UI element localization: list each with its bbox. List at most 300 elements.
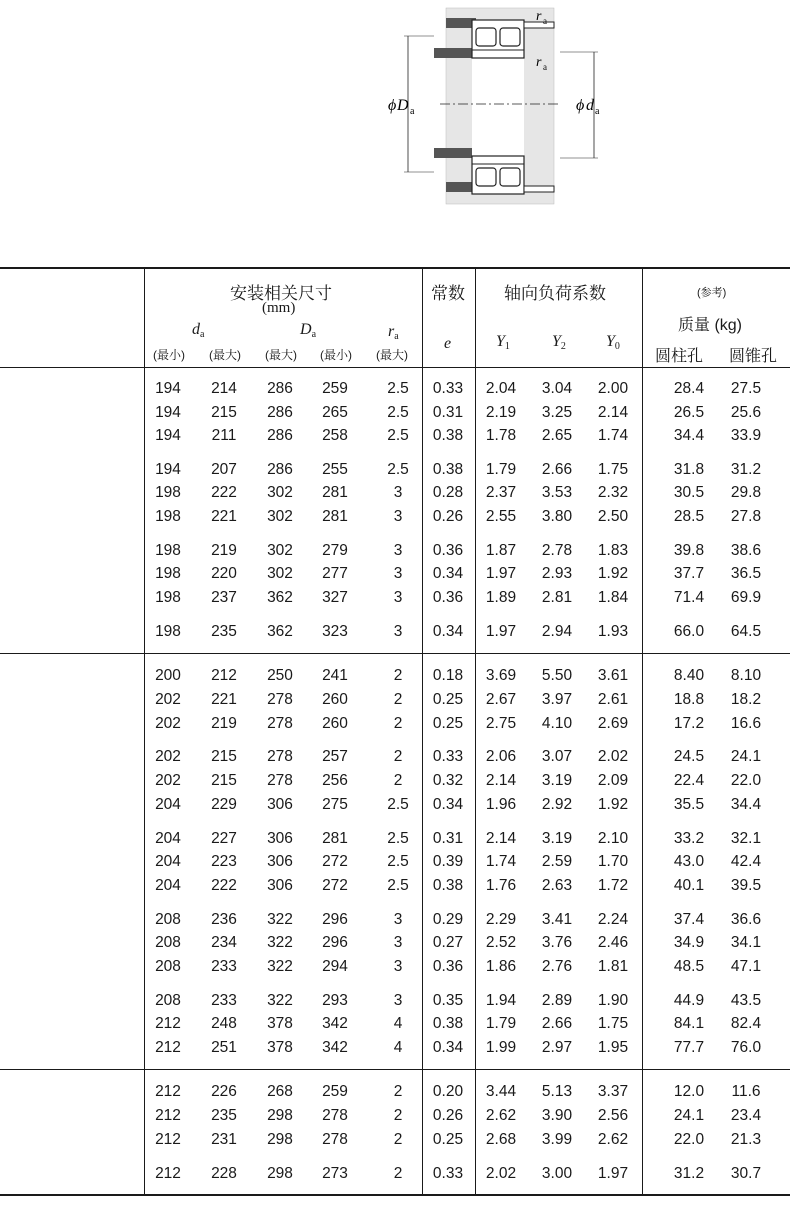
cell-mass-taper: 43.5 (730, 992, 762, 1009)
cell-y0: 1.83 (597, 542, 629, 559)
cell-mass-cyl: 66.0 (673, 623, 705, 640)
cell-ra-max: 2 (393, 1083, 403, 1100)
cell-da-max: 226 (211, 1083, 237, 1100)
cell-mass-cyl: 37.4 (673, 911, 705, 928)
cell-mass-cyl: 22.0 (673, 1131, 705, 1148)
cell-da-min: 208 (155, 958, 181, 975)
cell-y0: 3.61 (597, 667, 629, 684)
cell-da-max: 223 (211, 853, 237, 870)
cell-mass-taper: 34.4 (730, 796, 762, 813)
axial-factor-title: 轴向负荷系数 (504, 284, 606, 303)
cell-Da-min: 342 (322, 1015, 348, 1032)
cell-y2: 2.78 (541, 542, 573, 559)
cell-y1: 1.76 (485, 877, 517, 894)
cell-e: 0.25 (432, 691, 464, 708)
cell-da-max: 237 (211, 589, 237, 606)
cell-e: 0.38 (432, 427, 464, 444)
cell-da-max: 221 (211, 508, 237, 525)
cell-y2: 3.53 (541, 484, 573, 501)
cell-y0: 1.84 (597, 589, 629, 606)
cell-Da-max: 286 (267, 427, 293, 444)
cell-ra-max: 2 (393, 772, 403, 789)
cell-y1: 1.78 (485, 427, 517, 444)
cell-da-min: 198 (155, 542, 181, 559)
cell-mass-taper: 34.1 (730, 934, 762, 951)
cell-y1: 2.02 (485, 1165, 517, 1182)
cell-mass-cyl: 39.8 (673, 542, 705, 559)
cell-Da-max: 268 (267, 1083, 293, 1100)
cell-mass-taper: 42.4 (730, 853, 762, 870)
group-divider-1 (0, 653, 790, 654)
cell-y1: 2.52 (485, 934, 517, 951)
cell-Da-min: 293 (322, 992, 348, 1009)
cell-mass-cyl: 17.2 (673, 715, 705, 732)
cell-da-max: 233 (211, 992, 237, 1009)
cell-y2: 2.92 (541, 796, 573, 813)
y2-header: $Y_2$ (552, 333, 566, 352)
cell-Da-max: 362 (267, 589, 293, 606)
cell-da-min: 204 (155, 830, 181, 847)
cell-Da-max: 322 (267, 911, 293, 928)
cell-e: 0.25 (432, 1131, 464, 1148)
cell-da-max: 215 (211, 404, 237, 421)
cell-ra-max: 3 (393, 565, 403, 582)
cell-Da-max: 278 (267, 715, 293, 732)
svg-text:a: a (410, 106, 415, 117)
bearing-mounting-diagram (380, 0, 630, 215)
cell-y0: 2.56 (597, 1107, 629, 1124)
svg-text:r: r (536, 9, 542, 24)
cell-da-max: 227 (211, 830, 237, 847)
cell-e: 0.36 (432, 589, 464, 606)
da-min-label: (最小) (153, 348, 185, 362)
cell-e: 0.33 (432, 380, 464, 397)
cell-ra-max: 2 (393, 1107, 403, 1124)
cell-mass-cyl: 24.5 (673, 748, 705, 765)
cell-e: 0.33 (432, 1165, 464, 1182)
cell-Da-min: 279 (322, 542, 348, 559)
cell-y1: 1.79 (485, 1015, 517, 1032)
cell-Da-min: 281 (322, 830, 348, 847)
cell-y1: 1.89 (485, 589, 517, 606)
cell-Da-max: 306 (267, 796, 293, 813)
cell-ra-max: 3 (393, 623, 403, 640)
cell-mass-taper: 82.4 (730, 1015, 762, 1032)
cell-Da-min: 275 (322, 796, 348, 813)
cell-y0: 2.61 (597, 691, 629, 708)
cell-mass-cyl: 28.5 (673, 508, 705, 525)
cell-da-max: 219 (211, 542, 237, 559)
cell-Da-min: 327 (322, 589, 348, 606)
svg-text:ϕ: ϕ (576, 97, 585, 114)
cell-ra-max: 2.5 (387, 380, 409, 397)
cell-y2: 2.89 (541, 992, 573, 1009)
cell-e: 0.27 (432, 934, 464, 951)
cell-da-max: 215 (211, 748, 237, 765)
svg-text:d: d (586, 97, 594, 114)
taper-bore-label: 圆锥孔 (729, 348, 778, 365)
cell-y0: 2.09 (597, 772, 629, 789)
cell-e: 0.26 (432, 508, 464, 525)
cell-mass-taper: 8.10 (730, 667, 762, 684)
cell-da-max: 235 (211, 623, 237, 640)
cell-mass-taper: 38.6 (730, 542, 762, 559)
cell-ra-max: 3 (393, 934, 403, 951)
cell-mass-taper: 27.8 (730, 508, 762, 525)
cell-ra-max: 2.5 (387, 830, 409, 847)
cell-da-max: 248 (211, 1015, 237, 1032)
cell-mass-taper: 22.0 (730, 772, 762, 789)
cell-y0: 1.90 (597, 992, 629, 1009)
cell-da-max: 212 (211, 667, 237, 684)
cell-ra-max: 3 (393, 589, 403, 606)
cell-mass-taper: 39.5 (730, 877, 762, 894)
da-header: $d_a$ (192, 321, 205, 340)
cell-y0: 1.95 (597, 1039, 629, 1056)
cell-y2: 4.10 (541, 715, 573, 732)
cell-da-max: 229 (211, 796, 237, 813)
cell-y0: 2.02 (597, 748, 629, 765)
cell-y2: 2.63 (541, 877, 573, 894)
cell-Da-min: 323 (322, 623, 348, 640)
cell-mass-taper: 30.7 (730, 1165, 762, 1182)
cell-Da-max: 302 (267, 508, 293, 525)
cell-Da-max: 286 (267, 404, 293, 421)
cell-ra-max: 2 (393, 748, 403, 765)
cell-y2: 3.25 (541, 404, 573, 421)
cell-y1: 2.68 (485, 1131, 517, 1148)
cell-ra-max: 2.5 (387, 461, 409, 478)
cell-da-min: 212 (155, 1083, 181, 1100)
cell-da-min: 208 (155, 992, 181, 1009)
cell-da-max: 231 (211, 1131, 237, 1148)
cell-da-max: 220 (211, 565, 237, 582)
cell-Da-max: 322 (267, 958, 293, 975)
svg-text:r: r (536, 55, 542, 70)
cell-y1: 2.37 (485, 484, 517, 501)
mount-dims-title: 安装相关尺寸 (230, 284, 332, 303)
cell-mass-taper: 23.4 (730, 1107, 762, 1124)
cell-Da-min: 273 (322, 1165, 348, 1182)
cell-da-min: 198 (155, 565, 181, 582)
cell-y2: 3.19 (541, 772, 573, 789)
cell-y1: 2.55 (485, 508, 517, 525)
ra-header: $r_a$ (388, 323, 399, 342)
cell-y0: 2.14 (597, 404, 629, 421)
svg-text:a: a (543, 16, 547, 26)
cell-y2: 3.97 (541, 691, 573, 708)
cell-da-min: 202 (155, 748, 181, 765)
group-divider-2 (0, 1069, 790, 1070)
cell-y0: 1.74 (597, 427, 629, 444)
mass-label: 质量 (kg) (678, 317, 743, 334)
cell-y1: 3.44 (485, 1083, 517, 1100)
cell-e: 0.36 (432, 958, 464, 975)
cell-y2: 2.97 (541, 1039, 573, 1056)
cell-y0: 1.75 (597, 1015, 629, 1032)
cell-ra-max: 3 (393, 958, 403, 975)
cell-mass-taper: 36.6 (730, 911, 762, 928)
cell-y1: 2.04 (485, 380, 517, 397)
cell-y2: 3.19 (541, 830, 573, 847)
cell-da-max: 222 (211, 484, 237, 501)
cell-y2: 5.50 (541, 667, 573, 684)
cell-mass-taper: 29.8 (730, 484, 762, 501)
cell-Da-max: 306 (267, 853, 293, 870)
y1-header: $Y_1$ (496, 333, 510, 352)
cell-mass-cyl: 22.4 (673, 772, 705, 789)
cell-y1: 1.99 (485, 1039, 517, 1056)
cell-y2: 3.04 (541, 380, 573, 397)
cell-Da-max: 278 (267, 691, 293, 708)
cell-e: 0.26 (432, 1107, 464, 1124)
cell-mass-cyl: 31.2 (673, 1165, 705, 1182)
cell-e: 0.28 (432, 484, 464, 501)
ra-max-label: (最大) (376, 348, 408, 362)
cell-da-max: 235 (211, 1107, 237, 1124)
cell-y1: 1.96 (485, 796, 517, 813)
cell-Da-max: 322 (267, 992, 293, 1009)
cell-e: 0.36 (432, 542, 464, 559)
cell-mass-taper: 24.1 (730, 748, 762, 765)
cell-mass-taper: 76.0 (730, 1039, 762, 1056)
cell-mass-cyl: 28.4 (673, 380, 705, 397)
cell-ra-max: 4 (393, 1015, 403, 1032)
cell-da-min: 202 (155, 715, 181, 732)
cell-da-max: 219 (211, 715, 237, 732)
cell-y2: 2.93 (541, 565, 573, 582)
cell-mass-taper: 21.3 (730, 1131, 762, 1148)
cell-y0: 1.72 (597, 877, 629, 894)
cell-da-min: 212 (155, 1131, 181, 1148)
cell-Da-max: 302 (267, 542, 293, 559)
cell-Da-max: 278 (267, 772, 293, 789)
cell-Da-max: 322 (267, 934, 293, 951)
cell-Da-max: 298 (267, 1165, 293, 1182)
cell-mass-cyl: 30.5 (673, 484, 705, 501)
cell-Da-max: 298 (267, 1107, 293, 1124)
cell-y1: 2.75 (485, 715, 517, 732)
cell-y0: 1.81 (597, 958, 629, 975)
cell-y1: 1.74 (485, 853, 517, 870)
cell-ra-max: 4 (393, 1039, 403, 1056)
cell-Da-min: 277 (322, 565, 348, 582)
svg-text:D: D (397, 97, 409, 114)
cell-y1: 2.19 (485, 404, 517, 421)
cell-Da-min: 256 (322, 772, 348, 789)
cell-e: 0.31 (432, 830, 464, 847)
cell-mass-cyl: 31.8 (673, 461, 705, 478)
cell-ra-max: 2.5 (387, 877, 409, 894)
cell-da-max: 211 (211, 427, 237, 444)
cell-y2: 2.76 (541, 958, 573, 975)
cell-mass-taper: 33.9 (730, 427, 762, 444)
cell-Da-max: 298 (267, 1131, 293, 1148)
cell-da-min: 198 (155, 484, 181, 501)
cell-Da-max: 306 (267, 877, 293, 894)
cell-da-min: 212 (155, 1039, 181, 1056)
cell-e: 0.39 (432, 853, 464, 870)
const-title: 常数 (431, 284, 465, 303)
cell-da-min: 212 (155, 1165, 181, 1182)
cell-e: 0.35 (432, 992, 464, 1009)
cell-Da-min: 265 (322, 404, 348, 421)
cell-da-min: 208 (155, 934, 181, 951)
cell-y0: 2.00 (597, 380, 629, 397)
svg-text:a: a (595, 106, 600, 117)
cell-da-min: 204 (155, 796, 181, 813)
cell-Da-max: 286 (267, 380, 293, 397)
cell-mass-cyl: 8.40 (673, 667, 705, 684)
Da-header: $D_a$ (300, 321, 317, 340)
cell-Da-min: 278 (322, 1107, 348, 1124)
cell-mass-taper: 31.2 (730, 461, 762, 478)
cell-y2: 2.66 (541, 461, 573, 478)
cell-Da-min: 259 (322, 1083, 348, 1100)
cell-e: 0.38 (432, 877, 464, 894)
table-bottom-rule (0, 1194, 790, 1196)
cell-y0: 2.50 (597, 508, 629, 525)
cell-ra-max: 2 (393, 1165, 403, 1182)
cell-y1: 1.79 (485, 461, 517, 478)
cell-y2: 5.13 (541, 1083, 573, 1100)
cell-da-max: 214 (211, 380, 237, 397)
cell-Da-min: 342 (322, 1039, 348, 1056)
cell-mass-taper: 11.6 (731, 1083, 761, 1100)
cell-mass-cyl: 34.9 (673, 934, 705, 951)
cell-ra-max: 3 (393, 911, 403, 928)
cell-y0: 1.75 (597, 461, 629, 478)
cell-y1: 1.94 (485, 992, 517, 1009)
cell-mass-cyl: 33.2 (673, 830, 705, 847)
cell-y1: 2.06 (485, 748, 517, 765)
header-bottom-rule (0, 367, 790, 368)
cell-mass-taper: 69.9 (730, 589, 762, 606)
cell-y1: 3.69 (485, 667, 517, 684)
cell-y2: 2.81 (541, 589, 573, 606)
cell-ra-max: 2 (393, 1131, 403, 1148)
cell-y2: 3.99 (541, 1131, 573, 1148)
cell-y1: 2.14 (485, 772, 517, 789)
cell-Da-max: 302 (267, 565, 293, 582)
cell-e: 0.34 (432, 565, 464, 582)
cell-y2: 3.80 (541, 508, 573, 525)
cell-mass-taper: 25.6 (730, 404, 762, 421)
cell-da-min: 194 (155, 404, 181, 421)
cell-y1: 1.86 (485, 958, 517, 975)
cell-y1: 1.97 (485, 623, 517, 640)
cell-y1: 2.62 (485, 1107, 517, 1124)
cell-ra-max: 2 (393, 715, 403, 732)
cell-Da-min: 260 (322, 715, 348, 732)
cell-da-min: 200 (155, 667, 181, 684)
cell-da-max: 221 (211, 691, 237, 708)
cell-mass-taper: 47.1 (730, 958, 762, 975)
cell-mass-cyl: 34.4 (673, 427, 705, 444)
cell-ra-max: 2.5 (387, 853, 409, 870)
cell-e: 0.31 (432, 404, 464, 421)
col-divider-left (144, 267, 145, 1196)
cell-y0: 2.62 (597, 1131, 629, 1148)
cell-da-min: 194 (155, 461, 181, 478)
cell-mass-cyl: 84.1 (673, 1015, 705, 1032)
cell-mass-cyl: 43.0 (673, 853, 705, 870)
cell-mass-cyl: 37.7 (673, 565, 705, 582)
cell-ra-max: 3 (393, 484, 403, 501)
cell-da-min: 212 (155, 1015, 181, 1032)
cell-Da-min: 296 (322, 911, 348, 928)
cell-e: 0.38 (432, 1015, 464, 1032)
cell-e: 0.32 (432, 772, 464, 789)
cell-e: 0.34 (432, 796, 464, 813)
cell-mass-cyl: 71.4 (673, 589, 705, 606)
cell-mass-cyl: 48.5 (673, 958, 705, 975)
cell-mass-cyl: 18.8 (673, 691, 705, 708)
cell-e: 0.18 (432, 667, 464, 684)
cell-y2: 3.00 (541, 1165, 573, 1182)
cyl-bore-label: 圆柱孔 (655, 348, 704, 365)
cell-da-max: 215 (211, 772, 237, 789)
cell-da-min: 204 (155, 853, 181, 870)
cell-Da-min: 281 (322, 508, 348, 525)
mount-dims-unit: (mm) (262, 300, 296, 316)
cell-Da-min: 260 (322, 691, 348, 708)
cell-da-min: 194 (155, 380, 181, 397)
cell-Da-max: 362 (267, 623, 293, 640)
cell-da-max: 251 (211, 1039, 237, 1056)
e-header: e (444, 335, 452, 352)
col-divider-const (422, 267, 423, 1196)
table-top-rule (0, 267, 790, 269)
cell-Da-min: 257 (322, 748, 348, 765)
cell-y0: 1.70 (597, 853, 629, 870)
cell-ra-max: 2.5 (387, 427, 409, 444)
cell-mass-cyl: 26.5 (673, 404, 705, 421)
cell-e: 0.34 (432, 1039, 464, 1056)
cell-y0: 2.32 (597, 484, 629, 501)
cell-da-min: 208 (155, 911, 181, 928)
cell-da-max: 228 (211, 1165, 237, 1182)
cell-y1: 2.67 (485, 691, 517, 708)
Da-min-label: (最小) (320, 348, 352, 362)
cell-Da-min: 259 (322, 380, 348, 397)
cell-ra-max: 2 (393, 691, 403, 708)
cell-da-min: 202 (155, 691, 181, 708)
cell-y0: 2.46 (597, 934, 629, 951)
cell-da-min: 198 (155, 589, 181, 606)
cell-Da-max: 302 (267, 484, 293, 501)
cell-Da-max: 286 (267, 461, 293, 478)
col-divider-mass (642, 267, 643, 1196)
ref-label: (参考) (697, 287, 727, 299)
cell-Da-max: 378 (267, 1039, 293, 1056)
cell-da-min: 202 (155, 772, 181, 789)
cell-mass-cyl: 24.1 (673, 1107, 705, 1124)
cell-y0: 2.69 (597, 715, 629, 732)
cell-Da-min: 294 (322, 958, 348, 975)
cell-y2: 3.76 (541, 934, 573, 951)
cell-da-max: 233 (211, 958, 237, 975)
cell-y2: 3.90 (541, 1107, 573, 1124)
col-divider-axial (475, 267, 476, 1196)
cell-y2: 2.94 (541, 623, 573, 640)
cell-ra-max: 2.5 (387, 404, 409, 421)
cell-Da-min: 278 (322, 1131, 348, 1148)
cell-ra-max: 2 (393, 667, 403, 684)
cell-Da-min: 272 (322, 877, 348, 894)
cell-ra-max: 3 (393, 992, 403, 1009)
svg-text:ϕ: ϕ (388, 97, 397, 114)
